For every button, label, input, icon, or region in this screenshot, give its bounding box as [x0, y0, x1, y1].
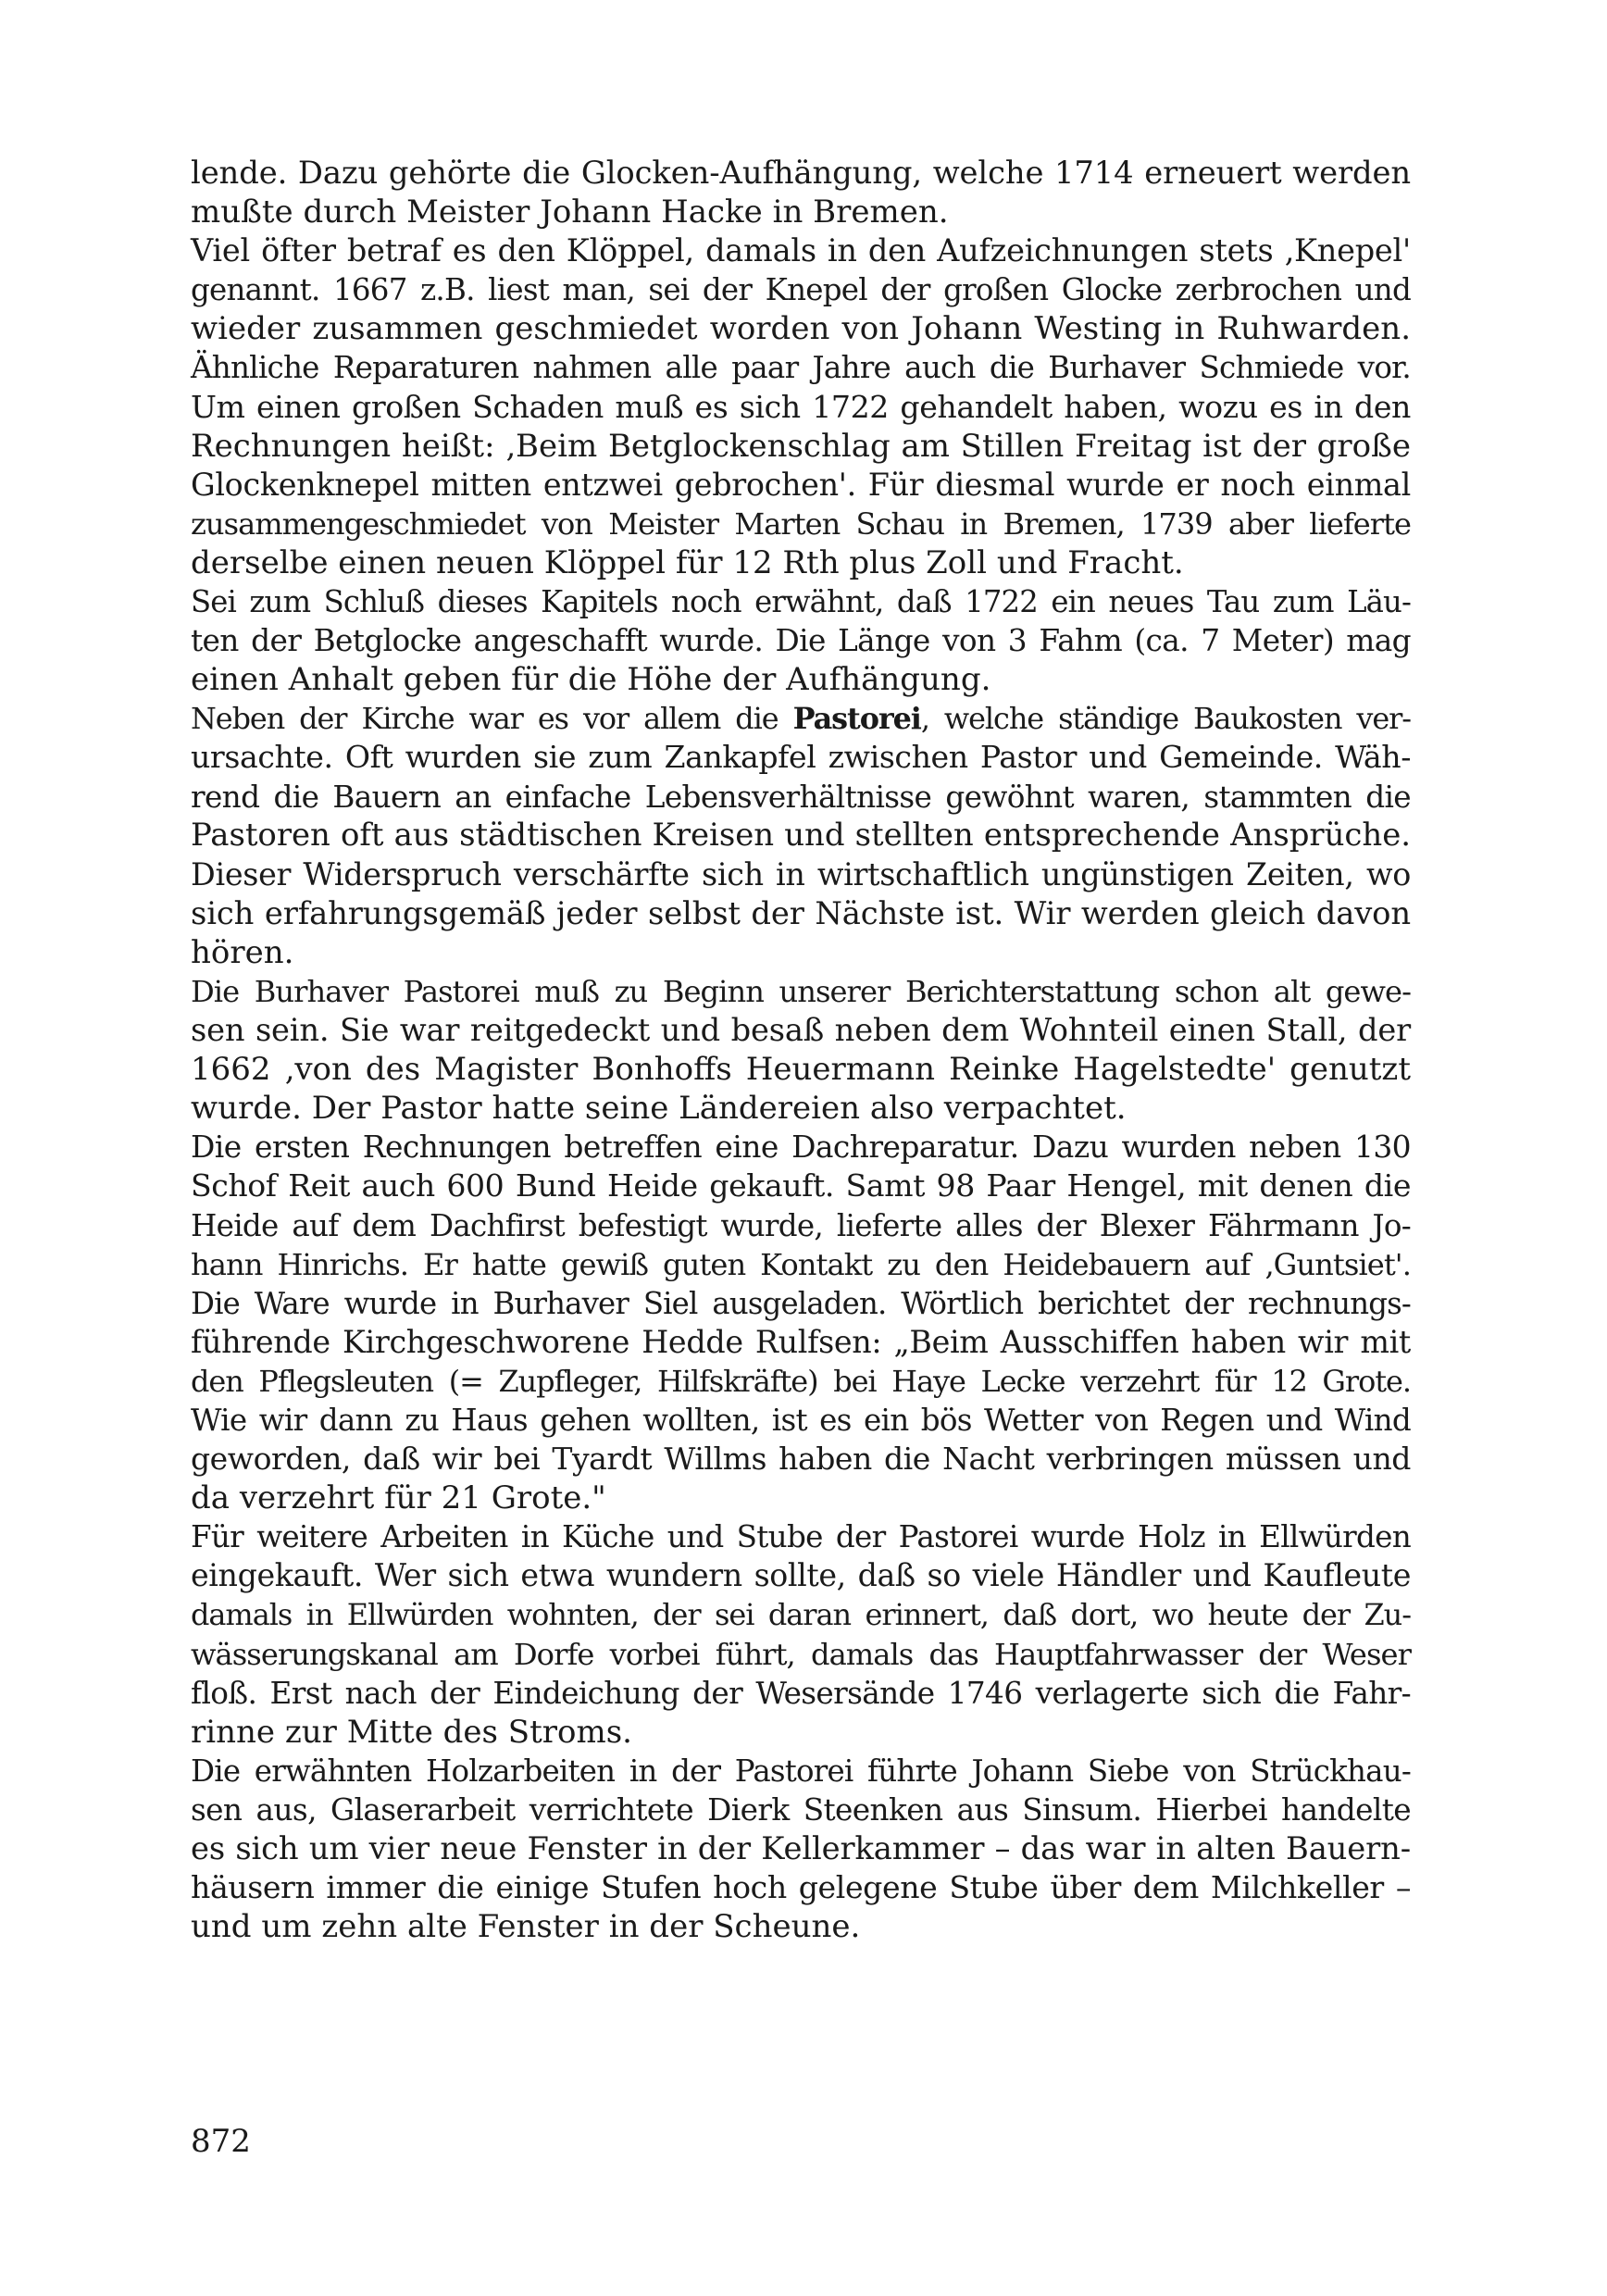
text-line: Pastoren oft aus städtischen Kreisen und stellten entsprechende Ansprüche. — [191, 817, 1411, 854]
text-line: Heide auf dem Dachfirst befestigt wurde, lieferte alles der Blexer Fährmann Jo- — [191, 1207, 1411, 1243]
text-line: Für weitere Arbeiten in Küche und Stube der Pastorei wurde Holz in Ellwürden — [191, 1519, 1411, 1555]
text-line: zusammengeschmiedet von Meister Marten Schau in Bremen, 1739 aber lieferte — [191, 505, 1411, 542]
text-line: wässerungskanal am Dorfe vorbei führt, damals das Hauptfahrwasser der Weser — [191, 1636, 1411, 1672]
text-line: einen Anhalt geben für die Höhe der Aufhängung. — [191, 661, 991, 699]
text-line: wurde. Der Pastor hatte seine Ländereien also verpachtet. — [191, 1090, 1127, 1128]
text-line: Die Ware wurde in Burhaver Siel ausgeladen. Wörtlich berichtet der rechnungs- — [191, 1285, 1411, 1321]
text-segment: Neben der Kirche war es vor allem die — [191, 701, 793, 737]
text-line: derselbe einen neuen Klöppel für 12 Rth plus Zoll und Fracht. — [191, 543, 1184, 581]
text-line: Die Burhaver Pastorei muß zu Beginn unserer Berichterstattung schon alt gewe- — [191, 973, 1411, 1009]
text-line: sich erfahrungsgemäß jeder selbst der Nächste ist. Wir werden gleich davon — [191, 894, 1411, 931]
text-line: lende. Dazu gehörte die Glocken-Aufhängung, welche 1714 erneuert werden — [191, 155, 1411, 191]
text-line: hören. — [191, 933, 294, 971]
text-line: hann Hinrichs. Er hatte gewiß guten Kontakt zu den Heidebauern auf ‚Guntsiet'. — [191, 1246, 1411, 1282]
text-line: rinne zur Mitte des Stroms. — [191, 1713, 632, 1751]
text-line: häusern immer die einige Stufen hoch gelegene Stube über dem Milchkeller – — [191, 1869, 1411, 1906]
text-line: Schof Reit auch 600 Bund Heide gekauft. Samt 98 Paar Hengel, mit denen die — [191, 1167, 1411, 1204]
text-line: und um zehn alte Fenster in der Scheune. — [191, 1908, 861, 1946]
text-line: es sich um vier neue Fenster in der Kellerkammer – das war in alten Bauern- — [191, 1830, 1411, 1867]
text-line: Wie wir dann zu Haus gehen wollten, ist es ein bös Wetter von Regen und Wind — [191, 1403, 1411, 1438]
body-text — [191, 154, 1411, 1946]
text-line: Sei zum Schluß dieses Kapitels noch erwähnt, daß 1722 ein neues Tau zum Läu- — [191, 584, 1411, 620]
text-line: damals in Ellwürden wohnten, der sei daran erinnert, daß dort, wo heute der Zu- — [191, 1597, 1411, 1633]
text-line: Die ersten Rechnungen betreffen eine Dachreparatur. Dazu wurden neben 130 — [191, 1129, 1411, 1166]
text-line: sen sein. Sie war reitgedeckt und besaß neben dem Wohnteil einen Stall, der — [191, 1012, 1411, 1049]
text-line: mußte durch Meister Johann Hacke in Bremen. — [191, 193, 949, 231]
text-line: genannt. 1667 z.B. liest man, sei der Knepel der großen Glocke zerbrochen und — [191, 272, 1411, 308]
text-line: da verzehrt für 21 Grote." — [191, 1479, 606, 1517]
text-segment: , welche ständige Baukosten ver- — [920, 701, 1411, 737]
bold-term: Pastorei — [792, 701, 921, 737]
text-line: geworden, daß wir bei Tyardt Willms haben die Nacht verbringen müssen und — [191, 1441, 1411, 1478]
text-line: floß. Erst nach der Eindeichung der Wesersände 1746 verlagerte sich die Fahr- — [191, 1675, 1411, 1711]
text-line: Die erwähnten Holzarbeiten in der Pastorei führte Johann Siebe von Strückhau- — [191, 1753, 1411, 1789]
text-line — [191, 699, 1411, 738]
text-line: Viel öfter betraf es den Klöppel, damals in den Aufzeichnungen stets ‚Knepel' — [191, 232, 1411, 269]
text-line: eingekauft. Wer sich etwa wundern sollte, daß so viele Händler und Kaufleute — [191, 1557, 1411, 1594]
text-line: Rechnungen heißt: ‚Beim Betglockenschlag am Stillen Freitag ist der große — [191, 427, 1411, 465]
text-line: wieder zusammen geschmiedet worden von Johann Westing in Ruhwarden. — [191, 310, 1411, 348]
text-line: sen aus, Glaserarbeit verrichtete Dierk Steenken aus Sinsum. Hierbei handelte — [191, 1791, 1411, 1828]
text-line: ten der Betglocke angeschafft wurde. Die Länge von 3 Fahm (ca. 7 Meter) mag — [191, 623, 1411, 659]
text-line: Ähnliche Reparaturen nahmen alle paar Jahre auch die Burhaver Schmiede vor. — [191, 350, 1411, 386]
text-line: den Pflegsleuten (= Zupfleger, Hilfskräfte) bei Haye Lecke verzehrt für 12 Grote. — [191, 1363, 1411, 1399]
text-line: 1662 ‚von des Magister Bonhoffs Heuermann Reinke Hagelstedte' genutzt — [191, 1051, 1411, 1089]
text-line: Dieser Widerspruch verschärfte sich in wirtschaftlich ungünstigen Zeiten, wo — [191, 855, 1411, 892]
text-line: führende Kirchgeschworene Hedde Rulfsen: „Beim Ausschiffen haben wir mit — [191, 1323, 1411, 1360]
text-line: Um einen großen Schaden muß es sich 1722 gehandelt haben, wozu es in den — [191, 388, 1411, 425]
text-line: Glockenknepel mitten entzwei gebrochen'. Für diesmal wurde er noch einmal — [191, 466, 1411, 503]
text-line: ursachte. Oft wurden sie zum Zankapfel zwischen Pastor und Gemeinde. Wäh- — [191, 739, 1411, 776]
page-number: 872 — [191, 2123, 251, 2160]
text-line: rend die Bauern an einfache Lebensverhältnisse gewöhnt waren, stammten die — [191, 779, 1411, 815]
